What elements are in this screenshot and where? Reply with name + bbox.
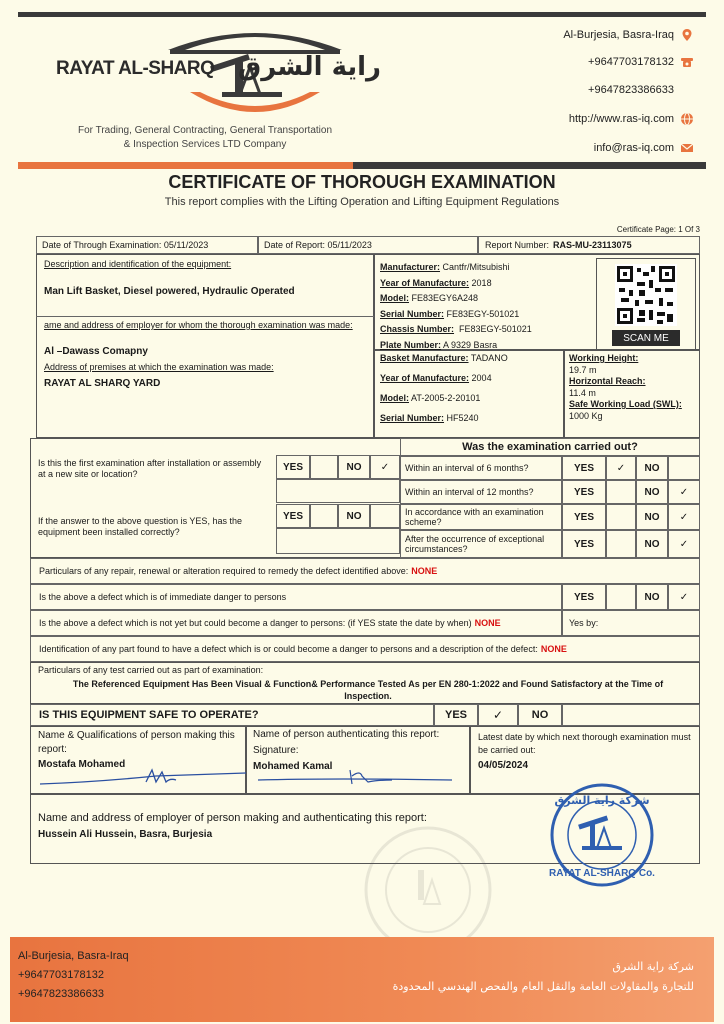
basket-year [380,373,492,383]
basket-value: TADANO [470,353,508,363]
q1-no-check[interactable]: ✓ [370,455,400,479]
basket-model-label: Model: [380,393,409,403]
phone-2-text[interactable]: +9647823386633 [588,84,674,96]
q1-yes[interactable]: YES [276,455,310,479]
swl-label: Safe Working Load (SWL): [569,399,682,409]
basket-model-value: AT-2005-2-20101 [411,393,481,403]
basket-manufacture [380,353,508,363]
employer-value: Al –Dawass Comapny [44,346,148,357]
interval-12-no[interactable]: NO [636,480,668,504]
auth-label: Name of person authenticating this report: [253,729,440,740]
scheme-no-check[interactable]: ✓ [668,504,700,530]
model-label: Model: [380,293,409,303]
basket-serial-value: HF5240 [446,413,479,423]
address-text: Al-Burjesia, Basra-Iraq [563,29,674,41]
carried-out-title: Was the examination carried out? [400,438,700,456]
exam-date: Date of Through Examination: 05/11/2023 [36,236,258,254]
qr-code-icon[interactable] [615,264,677,326]
future-danger-value: NONE [474,618,501,628]
tests-value: The Referenced Equipment Has Been Visual & Function& Performance Tested As per EN 280-1:2022 and Found Satisfactory at the Time of Inspection. [72,679,664,701]
basket-year-label: Year of Manufacture: [380,373,470,383]
maker-label: Name & Qualifications of person making this report: [38,730,235,755]
safe-no[interactable]: NO [518,704,562,726]
basket-serial [380,413,479,423]
company-stamp [532,782,672,888]
globe-icon [680,112,694,126]
envelope-icon [680,141,694,155]
repair-value: NONE [411,566,438,576]
plate-value: A 9329 Basra [443,339,498,350]
premises-value: RAYAT AL SHARQ YARD [44,378,161,389]
safe-yes[interactable]: YES [434,704,478,726]
q1-yes-box[interactable] [310,455,338,479]
q1-no[interactable]: NO [338,455,370,479]
identification-label: Identification of any part found to have a defect which is or could become a danger to persons and a description of the defect: [39,644,538,654]
safe-no-box[interactable] [562,704,700,726]
footer-address: Al-Burjesia, Basra-Iraq [18,950,129,962]
horizontal-reach-value: 11.4 m [569,387,596,398]
swl-value: 1000 Kg [569,410,603,421]
interval-6-label: Within an interval of 6 months? [400,456,562,480]
scan-me-badge: SCAN ME [612,330,680,346]
employer-label: ame and address of employer for whom the thorough examination was made: [44,320,353,330]
scheme-yes[interactable]: YES [562,504,606,530]
auth-name: Mohamed Kamal [253,761,333,772]
auth-signature [252,766,470,788]
auth-employer-value: Hussein Ali Hussein, Basra, Burjesia [38,829,213,840]
certificate-page: Certificate Page: 1 Of 3 [616,225,700,234]
working-height-label: Working Height: [569,353,639,363]
description-label: Description and identification of the equipment: [44,259,232,269]
footer-arabic-tagline: للتجارة والمقاولات العامة والنقل العام والفحص الهندسي المحدودة [392,980,694,993]
tagline-line-2: & Inspection Services LTD Company [123,139,287,150]
brand-name-ar: راية الشرق [238,52,382,82]
report-number-value: RAS-MU-23113075 [553,240,632,250]
chassis-value: FE83EGY-501021 [459,324,532,334]
question-first-exam: Is this the first examination after installation or assembly at a new site or location? [38,458,262,479]
exceptional-no[interactable]: NO [636,530,668,558]
working-height-value: 19.7 m [569,364,597,375]
footer-arabic-name: شركة راية الشرق [612,960,694,973]
interval-12-yes-box[interactable] [606,480,636,504]
scheme-label: In accordance with an examination scheme? [400,504,562,530]
contact-address [563,28,694,42]
exceptional-yes[interactable]: YES [562,530,606,558]
basket-model [380,393,480,403]
q2-yes[interactable]: YES [276,504,310,528]
exceptional-label: After the occurrence of exceptional circumstances? [400,530,562,558]
year-label: Year of Manufacture: [380,277,470,288]
contact-phone-2 [588,84,674,96]
brand-name-en: RAYAT AL-SHARQ [56,58,215,79]
scheme-no[interactable]: NO [636,504,668,530]
exceptional-no-check[interactable]: ✓ [668,530,700,558]
basket-year-value: 2004 [471,373,492,383]
maker-name: Mostafa Mohamed [38,759,126,770]
premises-label: Address of premises at which the examination was made: [44,362,274,372]
contact-email [594,141,694,155]
stamp-text-en: RAYAT AL-SHARQ Co. [549,868,655,879]
header-divider [18,162,706,169]
scheme-yes-box[interactable] [606,504,636,530]
vehicle-details [380,260,532,353]
next-exam-label: Latest date by which next thorough examination must be carried out: [478,732,691,755]
reach-details [569,353,682,422]
exceptional-yes-box[interactable] [606,530,636,558]
interval-6-yes[interactable]: YES [562,456,606,480]
website-link[interactable]: http://www.ras-iq.com [568,113,674,125]
report-number [478,236,700,254]
yes-by: Yes by: [562,610,700,636]
safe-yes-check[interactable]: ✓ [478,704,518,726]
question-installed-correctly: If the answer to the above question is YES, has the equipment been installed correctly? [38,516,242,537]
immediate-danger-no[interactable]: NO [636,584,668,610]
serial-label: Serial Number: [380,308,445,319]
immediate-danger-label: Is the above a defect which is of immediate danger to persons [30,584,562,610]
contact-website [569,112,694,126]
report-number-label: Report Number: [485,240,550,250]
interval-12-no-check[interactable]: ✓ [668,480,700,504]
description-value: Man Lift Basket, Diesel powered, Hydraulic Operated [44,286,295,297]
phone-icon [680,55,694,69]
q1-spacer [276,479,400,503]
chassis-label: Chassis Number: [380,324,455,334]
manufacturer-label: Manufacturer: [380,262,441,272]
interval-12-label: Within an interval of 12 months? [400,480,562,504]
plate-label: Plate Number: [380,339,442,350]
future-danger-label: Is the above a defect which is not yet but could become a danger to persons: (if YES state the date by when) [39,618,472,628]
tests-label: Particulars of any test carried out as part of examination: [38,665,264,675]
identification-value: NONE [540,644,567,654]
q2-no[interactable]: NO [338,504,370,528]
auth-signature-label: Signature: [253,745,299,756]
maker-signature [36,764,246,790]
footer-phone-1[interactable]: +9647703178132 [18,969,104,981]
serial-value: FE83EGY-501021 [446,308,520,319]
interval-12-yes[interactable]: YES [562,480,606,504]
interval-6-yes-check[interactable]: ✓ [606,456,636,480]
manufacturer-value: Cantfr/Mitsubishi [442,262,510,272]
basket-serial-label: Serial Number: [380,413,445,423]
repair-row [30,558,700,584]
document-subtitle: This report complies with the Lifting Operation and Lifting Equipment Regulations [164,196,560,208]
interval-6-no[interactable]: NO [636,456,668,480]
auth-employer-label: Name and address of employer of person making and authenticating this report: [38,812,427,824]
identification-row [30,636,700,662]
year-value: 2018 [471,277,492,288]
basket-label: Basket Manufacture: [380,353,469,363]
q2-no-box[interactable] [370,504,400,528]
repair-label: Particulars of any repair, renewal or alteration required to remedy the defect identified above: [39,566,409,576]
q2-spacer [276,528,400,554]
tagline-line-1: For Trading, General Contracting, General Transportation [77,125,333,136]
phone-1-text[interactable]: +9647703178132 [588,56,674,68]
footer-phone-2[interactable]: +9647823386633 [18,988,104,1000]
immediate-danger-no-check[interactable]: ✓ [668,584,700,610]
location-pin-icon [680,28,694,42]
tagline [40,124,370,152]
interval-6-no-box[interactable] [668,456,700,480]
email-link[interactable]: info@ras-iq.com [593,142,674,154]
contact-phone-1 [588,55,694,69]
report-date: Date of Report: 05/11/2023 [258,236,478,254]
horizontal-reach-label: Horizontal Reach: [569,376,646,386]
model-value: FE83EGY6A248 [411,293,479,303]
future-danger-row [30,610,562,636]
immediate-danger-yes-box[interactable] [606,584,636,610]
next-exam-date: 04/05/2024 [478,760,529,771]
document-title: CERTIFICATE OF THOROUGH EXAMINATION [168,172,556,192]
divider-1 [36,316,374,317]
q2-yes-box[interactable] [310,504,338,528]
top-rule [18,12,706,17]
stamp-text-ar: شركة راية الشرق [554,794,650,807]
immediate-danger-yes[interactable]: YES [562,584,606,610]
safe-question: IS THIS EQUIPMENT SAFE TO OPERATE? [30,704,434,726]
